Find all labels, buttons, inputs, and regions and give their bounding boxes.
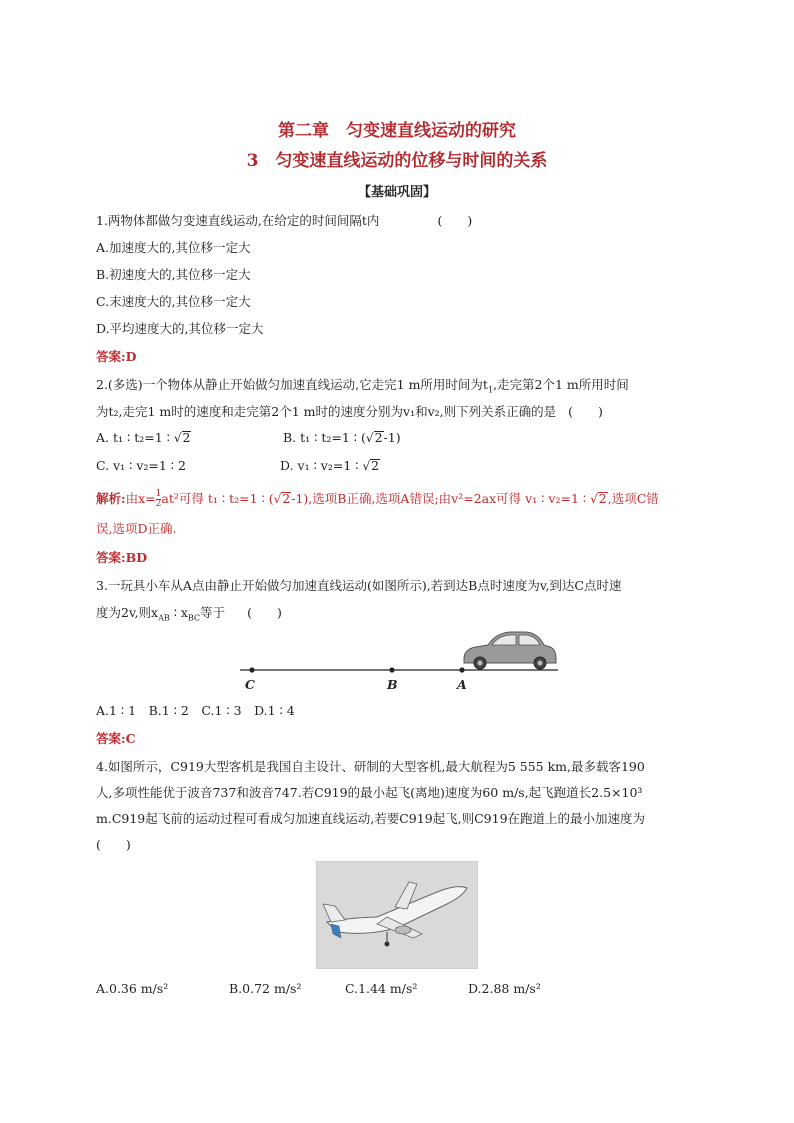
q2-option-c: C. v₁ ∶ v₂=1 ∶ 2 <box>96 458 186 473</box>
q4-option-d: D.2.88 m/s² <box>468 981 541 996</box>
q1-answer: 答案:D <box>96 349 137 364</box>
q4-stem-line2: 人,多项性能优于波音737和波音747.若C919的最小起飞(离地)速度为60 m/s,起飞跑道长2.5×10³ <box>96 785 643 800</box>
lesson-title: 3 匀变速直线运动的位移与时间的关系 <box>246 151 548 171</box>
q4-option-a: A.0.36 m/s² <box>96 981 169 996</box>
q4-option-c: C.1.44 m/s² <box>345 981 418 996</box>
q3-stem-line1: 3.一玩具小车从A点由静止开始做匀加速直线运动(如图所示),若到达B点时速度为v,到达C点时速 <box>96 578 622 593</box>
q1-answer-blank: ( ) <box>437 213 473 228</box>
q1-option-b: B.初速度大的,其位移一定大 <box>96 267 251 282</box>
q4-stem-line3: m.C919起飞前的运动过程可看成匀加速直线运动,若要C919起飞,则C919在跑道上的最小加速度为 <box>96 811 646 826</box>
point-c-dot <box>249 667 254 672</box>
q4-option-b: B.0.72 m/s² <box>229 981 302 996</box>
q2-stem-line1: 2.(多选)一个物体从静止开始做匀加速直线运动,它走完1 m所用时间为$t_1$,走完第2个1 m所用时间 <box>96 377 629 395</box>
point-a-dot <box>459 667 464 672</box>
label-point-c: C <box>245 677 255 692</box>
q4-answer-blank: ( ) <box>96 837 131 852</box>
label-point-a: A <box>457 677 467 692</box>
q2-analysis: 解析:由x= $\frac{1}{2}$ at²可得 t₁ ∶ t₂=1 ∶ (√2-1),选项B正确,选项A错误;由v²=2ax可得 v₁ ∶ v₂=1 ∶ √2,选项C错 <box>96 489 659 509</box>
q2-option-b: B. t₁ ∶ t₂=1 ∶ (√2-1) <box>283 430 401 445</box>
car-track-figure <box>240 627 570 697</box>
q1-option-a: A.加速度大的,其位移一定大 <box>96 240 251 255</box>
label-point-b: B <box>387 677 398 692</box>
section-heading: 【基础巩固】 <box>357 185 436 200</box>
q2-answer-blank: ( ) <box>568 404 603 419</box>
q2-option-d: D. v₁ ∶ v₂=1 ∶ √2 <box>280 458 380 473</box>
q1-option-d: D.平均速度大的,其位移一定大 <box>96 321 264 336</box>
chapter-title: 第二章 匀变速直线运动的研究 <box>278 121 516 141</box>
q2-stem-line2: 为t₂,走完1 m时的速度和走完第2个1 m时的速度分别为v₁和v₂,则下列关系正确的是 ( ) <box>96 404 603 419</box>
q3-answer: 答案:C <box>96 731 136 746</box>
q2-answer: 答案:BD <box>96 550 148 565</box>
q2-analysis-line2: 误,选项D正确. <box>96 521 177 536</box>
q3-answer-blank: ( ) <box>247 605 282 620</box>
point-b-dot <box>389 667 394 672</box>
q3-options: A.1 ∶ 1 B.1 ∶ 2 C.1 ∶ 3 D.1 ∶ 4 <box>96 703 295 718</box>
toy-car-icon <box>464 632 556 669</box>
q1-stem: 1.两物体都做匀变速直线运动,在给定的时间间隔t内 ( ) <box>96 213 473 228</box>
c919-airplane-image <box>316 861 478 969</box>
q3-stem-line2: 度为2v,则$x_{AB}$ ∶ $x_{BC}$等于 ( ) <box>96 605 282 623</box>
q2-option-a: A. t₁ ∶ t₂=1 ∶ √2 <box>96 430 191 445</box>
q1-option-c: C.末速度大的,其位移一定大 <box>96 294 251 309</box>
q4-stem-line1: 4.如图所示，C919大型客机是我国自主设计、研制的大型客机,最大航程为5 555 km,最多载客190 <box>96 759 645 774</box>
fraction-half: $\frac{1}{2}$ <box>155 489 162 509</box>
